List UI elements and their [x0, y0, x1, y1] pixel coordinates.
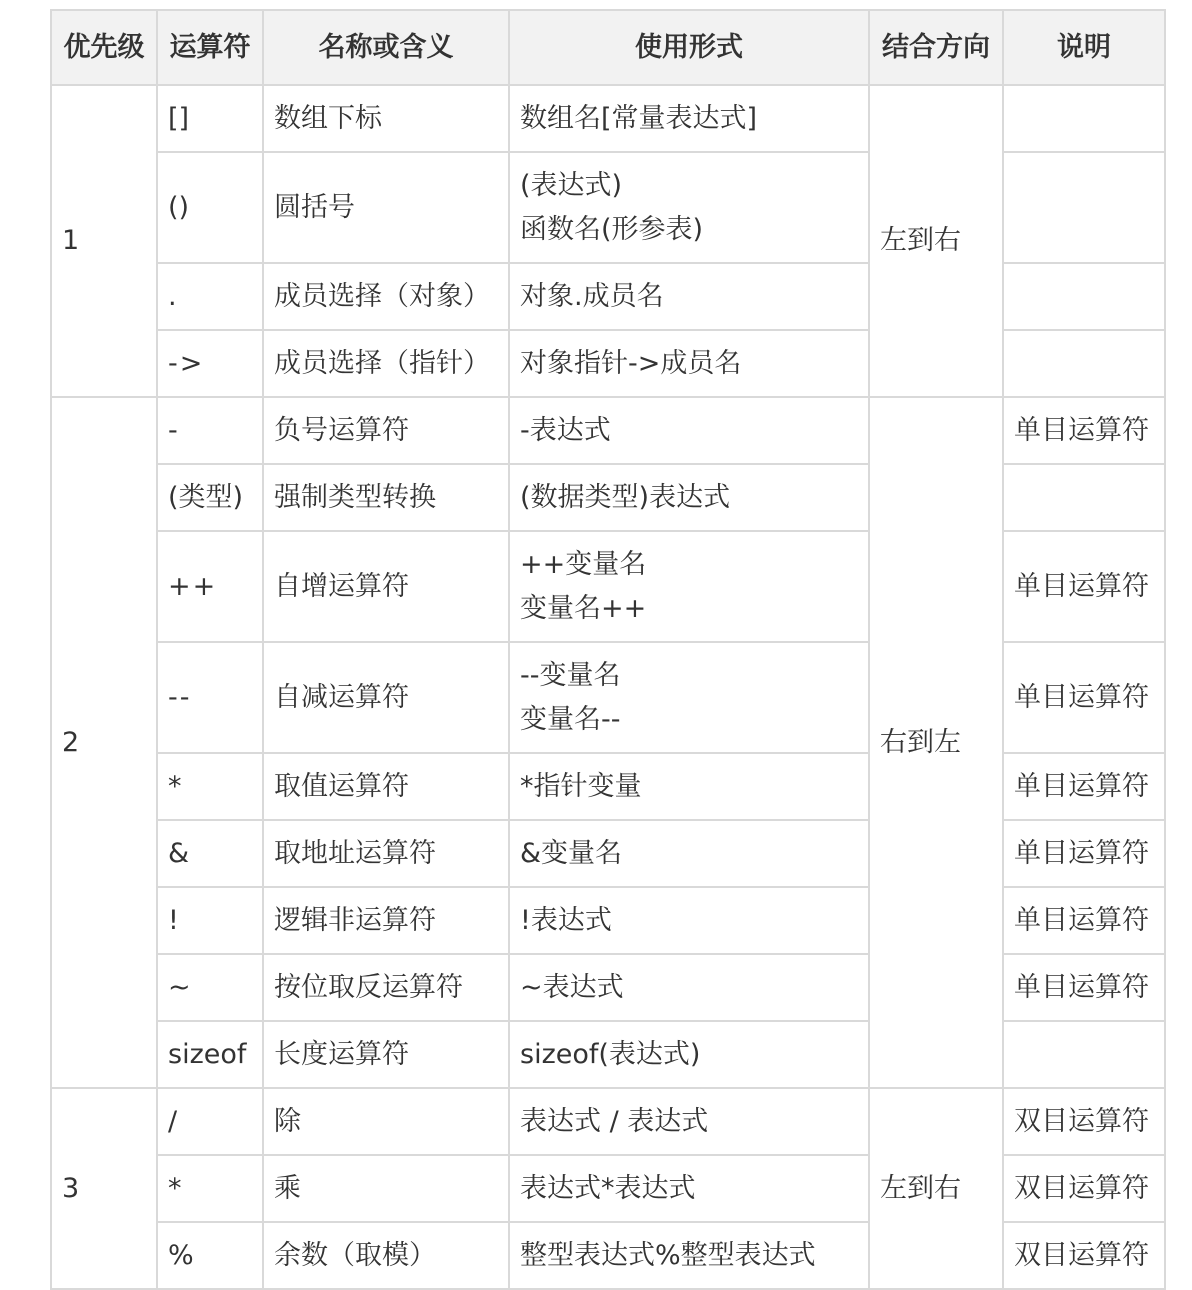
usage-line: (表达式) — [520, 169, 623, 201]
priority-cell: 3 — [51, 1088, 157, 1289]
operator-cell: % — [157, 1222, 263, 1289]
usage-cell — [509, 1021, 869, 1088]
note-cell: 单目运算符 — [1003, 642, 1165, 753]
usage-line: 整型表达式%整型表达式 — [520, 1239, 816, 1271]
operator-cell: (类型) — [157, 464, 263, 531]
operator-cell: * — [157, 753, 263, 820]
header-priority: 优先级 — [51, 10, 157, 85]
name-cell: 圆括号 — [263, 152, 509, 263]
table-row — [51, 397, 1165, 464]
header-direction: 结合方向 — [869, 10, 1003, 85]
table-row — [51, 85, 1165, 152]
usage-line: ++变量名 — [520, 548, 647, 580]
operator-precedence-table — [50, 9, 1166, 1290]
operator-cell: -> — [157, 330, 263, 397]
note-cell: 单目运算符 — [1003, 397, 1165, 464]
operator-cell: - — [157, 397, 263, 464]
usage-line: 对象.成员名 — [520, 280, 664, 312]
usage-cell — [509, 85, 869, 152]
usage-cell — [509, 464, 869, 531]
usage-cell — [509, 152, 869, 263]
operator-cell: [] — [157, 85, 263, 152]
usage-cell — [509, 263, 869, 330]
operator-cell: ! — [157, 887, 263, 954]
name-cell: 成员选择（对象） — [263, 263, 509, 330]
name-cell: 取值运算符 — [263, 753, 509, 820]
note-cell — [1003, 263, 1165, 330]
header-usage: 使用形式 — [509, 10, 869, 85]
name-cell: 数组下标 — [263, 85, 509, 152]
name-cell: 除 — [263, 1088, 509, 1155]
name-cell: 逻辑非运算符 — [263, 887, 509, 954]
name-cell: 取地址运算符 — [263, 820, 509, 887]
usage-line: 变量名++ — [520, 592, 647, 624]
name-cell: 负号运算符 — [263, 397, 509, 464]
table-row — [51, 1088, 1165, 1155]
note-cell: 双目运算符 — [1003, 1155, 1165, 1222]
name-cell: 长度运算符 — [263, 1021, 509, 1088]
note-cell — [1003, 330, 1165, 397]
operator-cell: -- — [157, 642, 263, 753]
operator-cell: () — [157, 152, 263, 263]
usage-line: 变量名-- — [520, 703, 621, 735]
name-cell: 成员选择（指针） — [263, 330, 509, 397]
note-cell: 单目运算符 — [1003, 954, 1165, 1021]
direction-cell: 左到右 — [869, 1088, 1003, 1289]
direction-cell: 左到右 — [869, 85, 1003, 397]
operator-cell: ++ — [157, 531, 263, 642]
usage-line: -表达式 — [520, 414, 611, 446]
note-cell: 双目运算符 — [1003, 1088, 1165, 1155]
name-cell: 自减运算符 — [263, 642, 509, 753]
usage-line: 数组名[常量表达式] — [520, 102, 758, 134]
usage-cell — [509, 753, 869, 820]
usage-cell — [509, 1222, 869, 1289]
usage-cell — [509, 1155, 869, 1222]
note-cell — [1003, 85, 1165, 152]
priority-cell: 1 — [51, 85, 157, 397]
note-cell: 单目运算符 — [1003, 531, 1165, 642]
name-cell: 自增运算符 — [263, 531, 509, 642]
priority-cell: 2 — [51, 397, 157, 1088]
table-header-row — [51, 10, 1165, 85]
note-cell: 单目运算符 — [1003, 887, 1165, 954]
usage-cell — [509, 954, 869, 1021]
usage-line: 函数名(形参表) — [520, 213, 704, 245]
note-cell — [1003, 152, 1165, 263]
usage-line: sizeof(表达式) — [520, 1038, 701, 1070]
usage-line: !表达式 — [520, 904, 612, 936]
usage-line: ~表达式 — [520, 971, 624, 1003]
usage-line: (数据类型)表达式 — [520, 481, 731, 513]
header-operator: 运算符 — [157, 10, 263, 85]
usage-cell — [509, 820, 869, 887]
note-cell — [1003, 464, 1165, 531]
operator-cell: sizeof — [157, 1021, 263, 1088]
usage-line: *指针变量 — [520, 770, 642, 802]
note-cell: 单目运算符 — [1003, 820, 1165, 887]
usage-cell — [509, 531, 869, 642]
usage-line: 表达式 / 表达式 — [520, 1105, 709, 1137]
note-cell — [1003, 1021, 1165, 1088]
operator-cell: ~ — [157, 954, 263, 1021]
name-cell: 强制类型转换 — [263, 464, 509, 531]
usage-cell — [509, 397, 869, 464]
usage-cell — [509, 1088, 869, 1155]
operator-cell: . — [157, 263, 263, 330]
usage-cell — [509, 887, 869, 954]
note-cell: 双目运算符 — [1003, 1222, 1165, 1289]
precedence-table-container — [50, 9, 1166, 1290]
usage-line: &变量名 — [520, 837, 623, 869]
usage-line: --变量名 — [520, 659, 621, 691]
usage-line: 表达式*表达式 — [520, 1172, 696, 1204]
name-cell: 按位取反运算符 — [263, 954, 509, 1021]
name-cell: 余数（取模） — [263, 1222, 509, 1289]
usage-cell — [509, 642, 869, 753]
header-name: 名称或含义 — [263, 10, 509, 85]
usage-line: 对象指针->成员名 — [520, 347, 742, 379]
usage-cell — [509, 330, 869, 397]
name-cell: 乘 — [263, 1155, 509, 1222]
operator-cell: * — [157, 1155, 263, 1222]
note-cell: 单目运算符 — [1003, 753, 1165, 820]
header-note: 说明 — [1003, 10, 1165, 85]
operator-cell: / — [157, 1088, 263, 1155]
direction-cell: 右到左 — [869, 397, 1003, 1088]
operator-cell: & — [157, 820, 263, 887]
